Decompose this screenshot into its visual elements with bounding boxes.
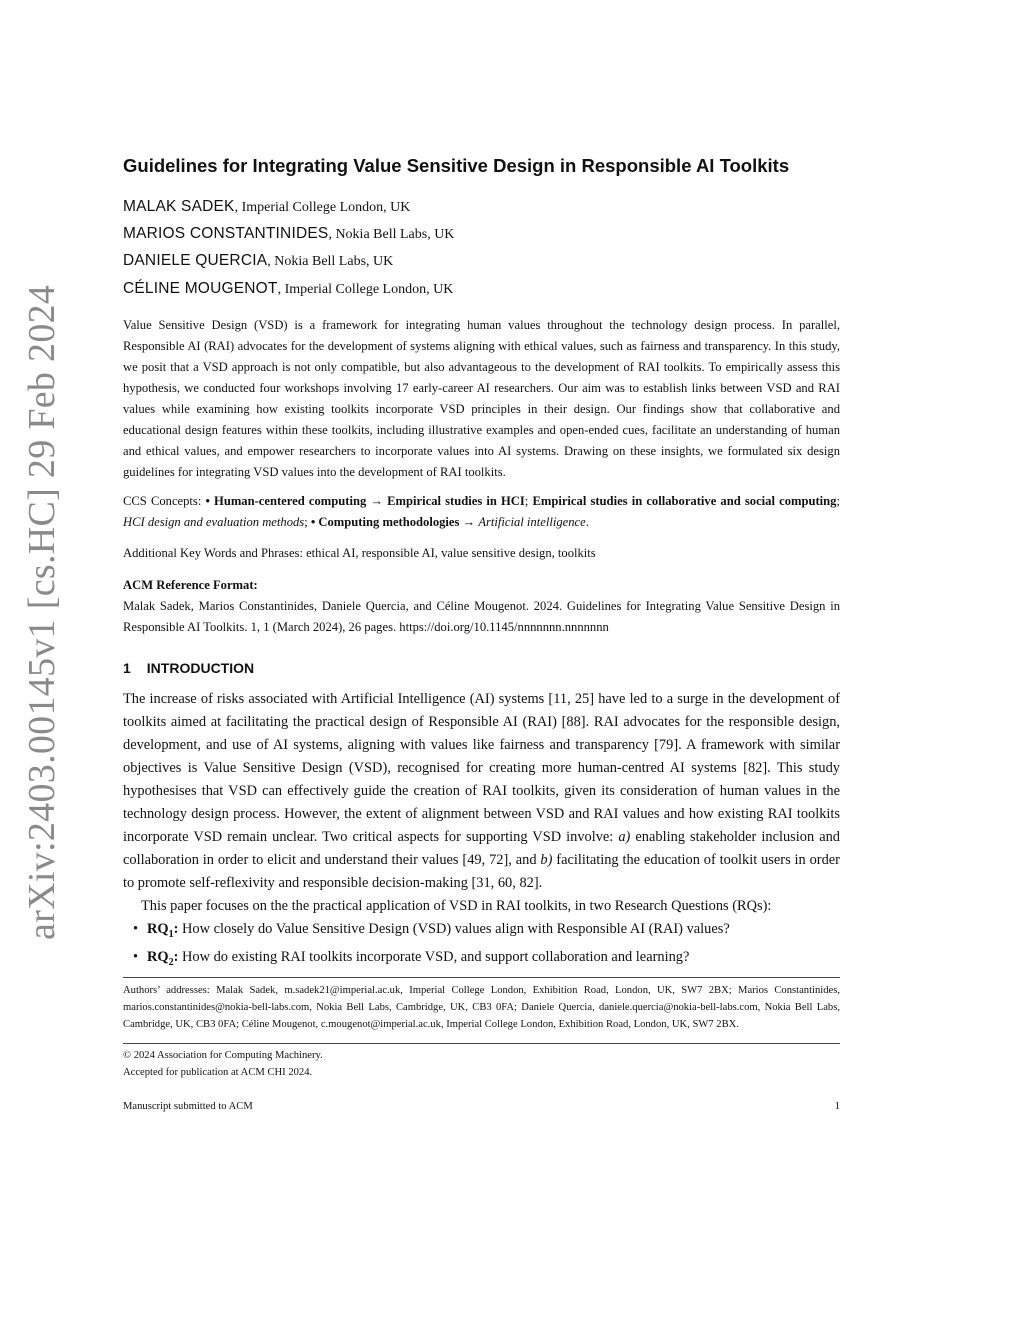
author: MARIOS CONSTANTINIDES, Nokia Bell Labs, UK: [123, 225, 455, 242]
text: facilitating the education of toolkit users in order to promote self-reflexivity and responsible decision-making [31, 60, 82].: [123, 852, 840, 891]
footnote-divider: [123, 977, 840, 978]
section-heading: [123, 660, 840, 676]
text: b): [540, 852, 553, 868]
separator: .: [585, 515, 589, 529]
page-number: 1: [834, 1101, 840, 1112]
text: The increase of risks associated with Artificial Intelligence (AI) systems [11, 25] have led to a surge in the development of toolkits aimed at facilitating the practical design of Responsible AI (RAI) [88]. RAI advocates for the responsible design, development, and use of AI systems, aligning with values like fairness and transparency [79]. A framework with similar objectives is Value Sensitive Design (VSD), recognised for creating more human-centred AI systems [82]. This study hypothesises that VSD can effectively guide the creation of RAI toolkits, given its consideration of human values in the technology design process. However, the extent of alignment between VSD and RAI values and how existing RAI toolkits incorporate VSD remain unclear. Two critical aspects for supporting VSD involve:: [123, 691, 840, 845]
acm-reference: [123, 575, 840, 638]
ccs-concepts: [123, 491, 840, 533]
acm-reference-text: Malak Sadek, Marios Constantinides, Daniele Quercia, and Céline Mougenot. 2024. Guidelines for Integrating Value Sensitive Design in Responsible AI Toolkits. 1, 1 (March 2024), 26 pages. https://doi.org/10.1145/nnnnnnn.nnnnnnn: [123, 599, 840, 634]
arxiv-identifier: arXiv:2403.00145v1 [cs.HC] 29 Feb 2024: [21, 284, 63, 940]
separator: ;: [524, 494, 533, 508]
author-name: CÉLINE MOUGENOT: [123, 280, 278, 297]
author-affiliation: Imperial College London, UK: [241, 200, 411, 215]
introduction-body: [123, 688, 840, 974]
author-affiliation: Nokia Bell Labs, UK: [274, 254, 394, 269]
research-question: [133, 946, 840, 974]
author: CÉLINE MOUGENOT, Imperial College London, UK: [123, 280, 454, 297]
ccs-concept: HCI design and evaluation methods: [123, 515, 305, 529]
abstract: Value Sensitive Design (VSD) is a framework for integrating human values throughout the technology design process. In parallel, Responsible AI (RAI) advocates for the development of systems aligning with ethical values, such as fairness and transparency. In this study, we posit that a VSD approach is not only compatible, but also advantageous to the development of RAI toolkits. To empirically assess this hypothesis, we conducted four workshops involving 17 early-career AI researchers. Our aim was to establish links between VSD and RAI values while examining how existing toolkits incorporate VSD principles in their design. Our findings show that collaborative and educational design features within these toolkits, including illustrative examples and open-ended cues, facilitate an understanding of human and ethical values, and empower researchers to incorporate values into AI systems. Drawing on these insights, we formulated six design guidelines for integrating VSD values into the development of RAI toolkits.: [123, 318, 840, 479]
separator: :: [173, 921, 179, 937]
rq-number: 2: [168, 956, 174, 968]
copyright-divider: [123, 1043, 840, 1044]
paragraph: This paper focuses on the the practical application of VSD in RAI toolkits, in two Research Questions (RQs):: [141, 898, 772, 914]
research-question: [133, 918, 840, 946]
author-name: MALAK SADEK: [123, 198, 235, 215]
author: MALAK SADEK, Imperial College London, UK: [123, 198, 411, 215]
acm-reference-heading: ACM Reference Format:: [123, 578, 258, 592]
rq-number: 1: [168, 928, 174, 940]
copyright-notice: © 2024 Association for Computing Machinery.: [123, 1050, 323, 1061]
bullet-icon: •: [133, 948, 139, 965]
separator: :: [173, 948, 179, 965]
section-number: 1: [123, 660, 131, 676]
paper-title: Guidelines for Integrating Value Sensitive Design in Responsible AI Toolkits: [123, 155, 790, 176]
research-questions: [123, 918, 840, 974]
author-name: MARIOS CONSTANTINIDES: [123, 225, 329, 242]
separator: ;: [304, 515, 311, 529]
acceptance-notice: Accepted for publication at ACM CHI 2024.: [123, 1067, 313, 1078]
ccs-concept: • Computing methodologies →: [310, 515, 479, 529]
page-footer: [123, 1101, 840, 1112]
text: enabling stakeholder inclusion and collaboration in order to elicit and understand their values [49, 72], and: [123, 829, 840, 868]
bullet-icon: •: [133, 921, 139, 937]
rq-text: How do existing RAI toolkits incorporate VSD, and support collaboration and learning?: [178, 948, 690, 965]
ccs-concept: Empirical studies in collaborative and social computing: [532, 494, 837, 508]
paragraph: [123, 688, 840, 895]
section-title: INTRODUCTION: [146, 660, 255, 676]
ccs-concept: • Human-centered computing → Empirical studies in HCI: [205, 494, 525, 508]
ccs-concept: Artificial intelligence: [478, 515, 586, 529]
text: a): [618, 829, 631, 845]
authors-addresses: Authors’ addresses: Malak Sadek, m.sadek21@imperial.ac.uk, Imperial College London, Exhibition Road, London, UK, SW7 2BX; Marios Constantinides, marios.constantinides@nokia-bell-labs.com, Nokia Bell Labs, Cambridge, UK, CB3 0FA; Daniele Quercia, daniele.quercia@nokia-bell-labs.com, Nokia Bell Labs, Cambridge, UK, CB3 0FA; Céline Mougenot, c.mougenot@imperial.ac.uk, Imperial College London, Exhibition Road, London, UK, SW7 2BX.: [123, 985, 840, 1030]
keywords: Additional Key Words and Phrases: ethical AI, responsible AI, value sensitive design, toolkits: [123, 546, 596, 560]
separator: ;: [836, 494, 840, 508]
author-affiliation: Nokia Bell Labs, UK: [335, 227, 455, 242]
rq-label: RQ: [147, 948, 169, 965]
copyright-block: [123, 1047, 840, 1081]
rq-label: RQ: [147, 921, 169, 937]
author-name: DANIELE QUERCIA: [123, 252, 268, 269]
author: DANIELE QUERCIA, Nokia Bell Labs, UK: [123, 252, 394, 269]
author-affiliation: Imperial College London, UK: [284, 282, 454, 297]
rq-text: How closely do Value Sensitive Design (VSD) values align with Responsible AI (RAI) values?: [178, 921, 730, 937]
footer-text: Manuscript submitted to ACM: [123, 1101, 253, 1112]
ccs-label: CCS Concepts:: [123, 494, 206, 508]
